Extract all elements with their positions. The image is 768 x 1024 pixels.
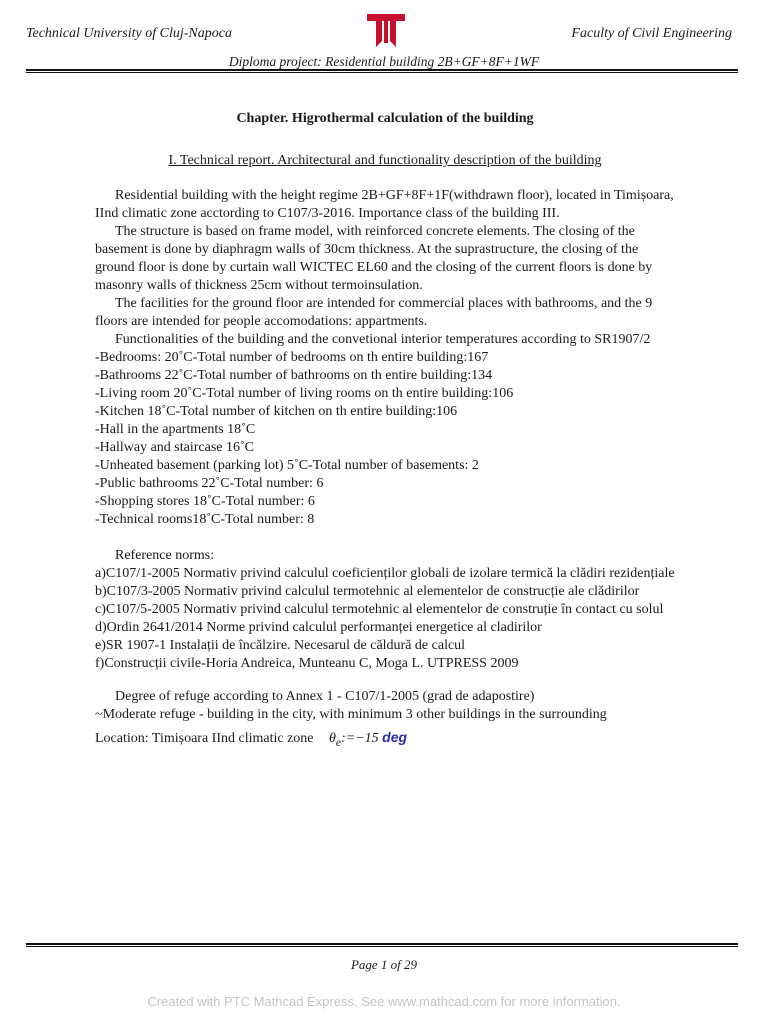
list-item: -Hallway and staircase 16˚C	[95, 440, 254, 455]
list-item: -Bedrooms: 20˚C-Total number of bedrooms on th entire building:167	[95, 350, 489, 365]
university-logo	[366, 13, 406, 49]
header-project-title: Diploma project: Residential building 2B+GF+8F+1WF	[228, 54, 540, 69]
location-label: Location: Timișoara IInd climatic zone	[95, 731, 314, 746]
paragraph-location: Residential building with the height regime 2B+GF+8F+1F(withdrawn floor), located in Timișoara, IInd climatic zone acctording to C107/3-2016. Importance class of the building III.	[95, 188, 674, 221]
refuge-description: ~Moderate refuge - building in the city, with minimum 3 other buildings in the surrounding	[95, 707, 607, 722]
list-item: -Public bathrooms 22˚C-Total number: 6	[95, 476, 324, 491]
norms-title: Reference norms:	[115, 548, 215, 563]
list-item: e)SR 1907-1 Instalații de încălzire. Necesarul de căldură de calcul	[95, 638, 466, 653]
list-item: b)C107/3-2005 Normativ privind calculul termotehnic al elementelor de construcție ale clădirilor	[95, 584, 640, 599]
page-number: Page 1 of 29	[350, 957, 418, 972]
header-faculty: Faculty of Civil Engineering	[571, 26, 732, 41]
theta-value: −15	[355, 731, 379, 746]
theta-e-expression	[329, 731, 379, 749]
unit-deg: deg	[382, 729, 408, 745]
list-item: -Living room 20˚C-Total number of living rooms on th entire building:106	[95, 386, 514, 401]
list-item: -Technical rooms18˚C-Total number: 8	[95, 512, 315, 527]
chapter-title: Chapter. Higrothermal calculation of the building	[236, 111, 534, 126]
list-item: -Shopping stores 18˚C-Total number: 6	[95, 494, 315, 509]
list-item: a)C107/1-2005 Normativ privind calculul coeficienților globali de izolare termică la clădiri rezidențiale	[95, 566, 675, 581]
section-title: I. Technical report. Architectural and functionality description of the building	[168, 153, 602, 168]
list-item: c)C107/5-2005 Normativ privind calculul termotehnic al elementelor de construție în contact cu solul	[95, 602, 664, 617]
functionalities-list	[95, 349, 675, 529]
refuge-degree: Degree of refuge according to Annex 1 - C107/1-2005 (grad de adapostire)	[115, 689, 535, 704]
list-item: d)Ordin 2641/2014 Norme privind calculul performanței energetice al cladirilor	[95, 620, 542, 635]
list-item: f)Construcții civile-Horia Andreica, Munteanu C, Moga L. UTPRESS 2009	[95, 656, 519, 671]
header-rule	[26, 69, 738, 73]
assign-operator: :=	[341, 731, 356, 746]
norms-list	[95, 565, 675, 673]
list-item: -Kitchen 18˚C-Total number of kitchen on th entire building:106	[95, 404, 458, 419]
list-item: -Hall in the apartments 18˚C	[95, 422, 256, 437]
location-line	[95, 728, 675, 752]
header-university: Technical University of Cluj-Napoca	[26, 26, 232, 41]
list-item: -Unheated basement (parking lot) 5˚C-Total number of basements: 2	[95, 458, 479, 473]
page-content	[95, 110, 675, 752]
footer-rule	[26, 943, 738, 947]
paragraph-facilities: The facilities for the ground floor are intended for commercial places with bathrooms, and the 9 floors are intended for people accomodations: appartments.	[95, 296, 653, 329]
paragraph-structure: The structure is based on frame model, with reinforced concrete elements. The closing of the basement is done by diaphragm walls of 30cm thickness. At the suprastructure, the closing of the ground floor is done by curtain wall WICTEC EL60 and the closing of the current floors is done by masonry walls of thickness 25cm without termoinsulation.	[95, 224, 653, 293]
paragraph-functionalities: Functionalities of the building and the convetional interior temperatures according to SR1907/2	[115, 332, 651, 347]
mathcad-footer-note: Created with PTC Mathcad Express. See www.mathcad.com for more information.	[147, 994, 621, 1009]
list-item: -Bathrooms 22˚C-Total number of bathrooms on th entire building:134	[95, 368, 493, 383]
theta-symbol: θ	[329, 731, 336, 746]
theta-subscript: e	[335, 735, 342, 749]
